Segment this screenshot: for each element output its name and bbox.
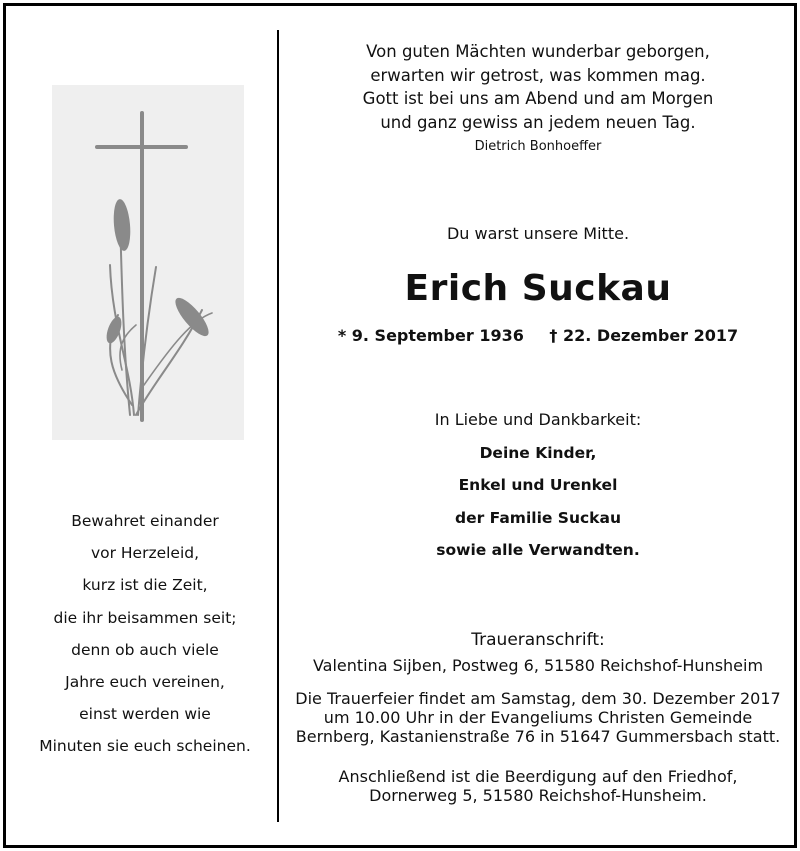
deceased-name: Erich Suckau [404,268,672,309]
death-date: † 22. Dezember 2017 [549,326,739,345]
ceremony-line: Die Trauerfeier findet am Samstag, dem 30. Dezember 2017 [295,689,781,708]
intro-line: Du warst unsere Mitte. [446,224,630,243]
address-line: Valentina Sijben, Postweg 6, 51580 Reichshof-Hunsheim [312,656,764,675]
address-title: Traueranschrift: [471,630,605,650]
burial-info [288,767,788,805]
mourner-line: sowie alle Verwandten. [436,540,640,559]
column-divider [277,30,279,822]
bonhoeffer-poem [288,40,788,134]
left-verse [20,505,270,763]
mourner-line: Deine Kinder, [479,444,597,462]
verse-line: Jahre euch vereinen, [65,672,225,691]
mourners-intro: In Liebe und Dankbarkeit: [434,410,642,429]
burial-line: Dornerweg 5, 51580 Reichshof-Hunsheim. [369,786,707,805]
mourner-line: der Familie Suckau [455,508,621,527]
verse-line: einst werden wie [79,705,211,724]
mourner-line: Enkel und Urenkel [458,476,618,495]
poem-line: Von guten Mächten wunderbar geborgen, [366,42,710,61]
burial-line: Anschließend ist die Beerdigung auf den Friedhof, [338,767,738,786]
birth-date: * 9. September 1936 [337,326,524,345]
verse-line: denn ob auch viele [71,640,219,659]
ceremony-line: Bernberg, Kastanienstraße 76 in 51647 Gummersbach statt. [295,727,781,746]
verse-line: die ihr beisammen seit; [53,608,237,627]
poem-line: Gott ist bei uns am Abend und am Morgen [362,89,714,108]
verse-line: Minuten sie euch scheinen. [39,737,251,756]
poem-line: erwarten wir getrost, was kommen mag. [370,65,706,85]
life-dates [288,326,788,345]
poem-line: und ganz gewiss an jedem neuen Tag. [380,112,696,132]
verse-line: Bewahret einander [71,512,219,530]
poem-author: Dietrich Bonhoeffer [474,139,602,154]
cross-with-wheat-icon [52,85,244,440]
verse-line: vor Herzeleid, [90,544,200,563]
ceremony-line: um 10.00 Uhr in der Evangeliums Christen Gemeinde [323,708,753,727]
ceremony-info [288,689,788,746]
mourners-list [288,437,788,566]
verse-line: kurz ist die Zeit, [82,576,208,595]
